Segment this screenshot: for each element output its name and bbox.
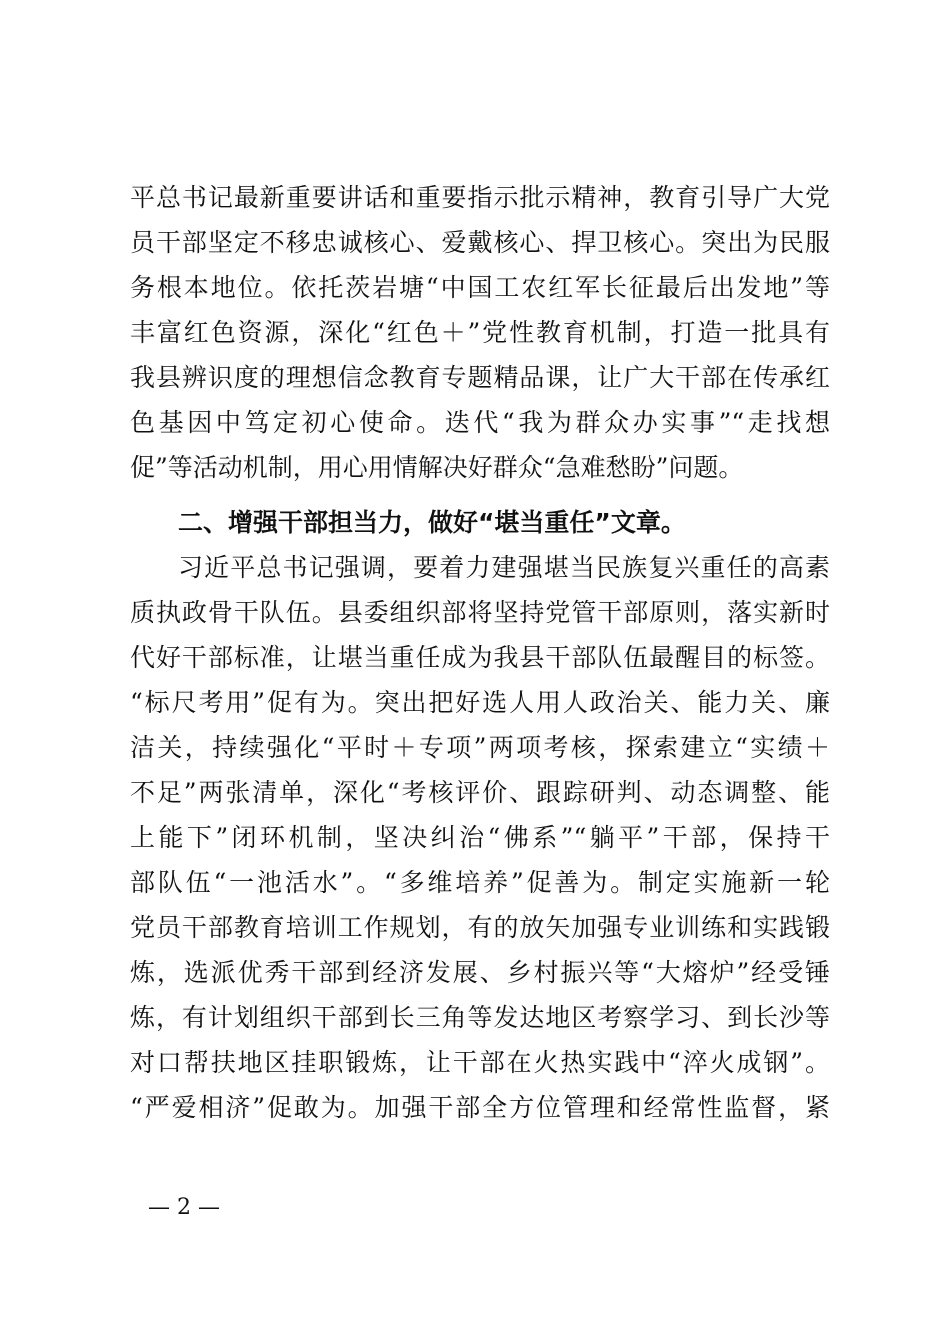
paragraph-2-line-6: 不足”两张清单，深化“考核评价、跟踪研判、动态调整、能: [130, 778, 830, 807]
paragraph-2-line-7: 上能下”闭环机制，坚决纠治“佛系”“躺平”干部，保持干: [130, 823, 830, 852]
paragraph-1-line-3: 务根本地位。依托茨岩塘“中国工农红军长征最后出发地”等: [130, 273, 830, 302]
paragraph-2-line-12: 对口帮扶地区挂职锻炼，让干部在火热实践中“淬火成钢”。: [130, 1048, 830, 1077]
paragraph-2-line-10: 炼，选派优秀干部到经济发展、乡村振兴等“大熔炉”经受锤: [130, 958, 830, 987]
paragraph-1-line-6: 色基因中笃定初心使命。迭代“我为群众办实事”“走找想: [130, 408, 830, 437]
paragraph-1-line-2: 员干部坚定不移忠诚核心、爱戴核心、捍卫核心。突出为民服: [130, 228, 830, 257]
paragraph-2-line-2: 质执政骨干队伍。县委组织部将坚持党管干部原则，落实新时: [130, 598, 830, 627]
paragraph-2-line-1: 习近平总书记强调，要着力建强堪当民族复兴重任的高素: [178, 553, 830, 582]
paragraph-1-line-1: 平总书记最新重要讲话和重要指示批示精神，教育引导广大党: [130, 183, 830, 212]
section-heading-2: 二、增强干部担当力，做好“堪当重任”文章。: [178, 508, 686, 537]
paragraph-2-line-11: 炼，有计划组织干部到长三角等发达地区考察学习、到长沙等: [130, 1003, 830, 1032]
paragraph-2-line-9: 党员干部教育培训工作规划，有的放矢加强专业训练和实践锻: [130, 913, 830, 942]
paragraph-2-line-5: 洁关，持续强化“平时＋专项”两项考核，探索建立“实绩＋: [130, 733, 830, 762]
paragraph-2-line-4: “标尺考用”促有为。突出把好选人用人政治关、能力关、廉: [130, 688, 830, 717]
paragraph-2-line-3: 代好干部标准，让堪当重任成为我县干部队伍最醒目的标签。: [130, 643, 830, 672]
page-number: — 2 —: [148, 1195, 220, 1220]
paragraph-1-line-7: 促”等活动机制，用心用情解决好群众“急难愁盼”问题。: [130, 453, 744, 482]
paragraph-1-line-5: 我县辨识度的理想信念教育专题精品课，让广大干部在传承红: [130, 363, 830, 392]
paragraph-2-line-8: 部队伍“一池活水”。“多维培养”促善为。制定实施新一轮: [130, 868, 830, 897]
paragraph-1-line-4: 丰富红色资源，深化“红色＋”党性教育机制，打造一批具有: [130, 318, 830, 347]
paragraph-2-line-13: “严爱相济”促敢为。加强干部全方位管理和经常性监督，紧: [130, 1093, 830, 1122]
